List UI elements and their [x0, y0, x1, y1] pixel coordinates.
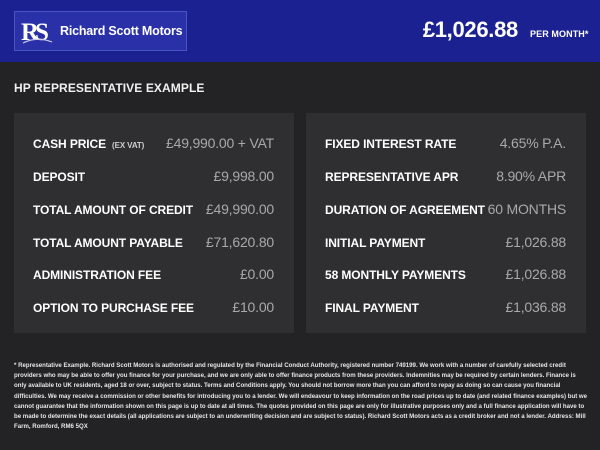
per-month-label: PER MONTH*	[530, 29, 589, 39]
row-label: FIXED INTEREST RATE	[325, 137, 457, 151]
row-total-payable	[14, 234, 294, 254]
row-label: REPRESENTATIVE APR	[325, 170, 459, 184]
row-duration	[306, 201, 586, 221]
dealer-name: Richard Scott Motors	[60, 24, 183, 38]
row-admin-fee	[14, 266, 294, 286]
row-total-credit	[14, 201, 294, 221]
row-value: 60 MONTHS	[487, 201, 566, 217]
row-label: TOTAL AMOUNT PAYABLE	[33, 236, 183, 250]
row-final-payment	[306, 299, 586, 319]
svg-text:RS: RS	[21, 19, 45, 46]
finance-details-right	[306, 113, 586, 333]
row-label: TOTAL AMOUNT OF CREDIT	[33, 203, 194, 217]
row-option-fee	[14, 299, 294, 319]
row-value: £1,026.88	[505, 234, 566, 250]
section-title: HP REPRESENTATIVE EXAMPLE	[14, 81, 205, 95]
monthly-price: £1,026.88	[422, 17, 518, 42]
row-cash-price	[14, 135, 294, 155]
row-initial-payment	[306, 234, 586, 254]
row-label: CASH PRICE (EX VAT)	[33, 137, 145, 151]
row-value: £10.00	[232, 299, 274, 315]
row-value: £0.00	[239, 266, 274, 282]
row-label: OPTION TO PURCHASE FEE	[33, 301, 194, 315]
row-label: FINAL PAYMENT	[325, 301, 419, 315]
row-value: £49,990.00	[205, 201, 274, 217]
header-bar	[0, 0, 600, 62]
row-value: £1,026.88	[505, 266, 566, 282]
row-value: £9,998.00	[213, 168, 274, 184]
row-value: £49,990.00 + VAT	[166, 135, 274, 151]
row-value: £71,620.80	[205, 234, 274, 250]
finance-details-left	[14, 113, 294, 333]
row-monthly-payments	[306, 266, 586, 286]
row-label: DEPOSIT	[33, 170, 85, 184]
row-value: 4.65% P.A.	[499, 135, 566, 151]
rs-monogram-logo	[20, 16, 54, 46]
row-label: DURATION OF AGREEMENT	[325, 203, 485, 217]
dealer-logo[interactable]	[14, 11, 187, 51]
row-interest-rate	[306, 135, 586, 155]
row-apr	[306, 168, 586, 188]
row-deposit	[14, 168, 294, 188]
row-sublabel: (EX VAT)	[112, 141, 145, 150]
row-label: INITIAL PAYMENT	[325, 236, 426, 250]
row-label: 58 MONTHLY PAYMENTS	[325, 268, 466, 282]
row-label: ADMINISTRATION FEE	[33, 268, 161, 282]
row-value: 8.90% APR	[496, 168, 566, 184]
row-value: £1,036.88	[505, 299, 566, 315]
representative-example-footnote: * Representative Example. Richard Scott Motors is authorised and regulated by the Financial Conduct Authority, registered number 749199. We work with a number of carefully selected credit providers who may be able to offer you finance for your purchase, and we are only able to offer finance products from these providers. Indemnities may be required by certain lenders. Finance is only available to UK residents, aged 18 or over, subject to status. Terms and Conditions apply. You should not borrow more than you can afford to repay as doing so can cause you financial difficulties. We may receive a commission or other benefits for introducing you to a lender. We will endeavour to keep information on the road prices up to date (and related finance examples) but we cannot guarantee that the information shown on this page is up to date at all times. The quotes provided on this page are only for illustrative purposes only and a full finance application will have to be made to determine the exact details (all applications are subject to an underwriting decision and are subject to status). Richard Scott Motors acts as a credit broker and not a lender. Address: Mill Farm, Romford, RM6 5QX	[14, 362, 588, 431]
